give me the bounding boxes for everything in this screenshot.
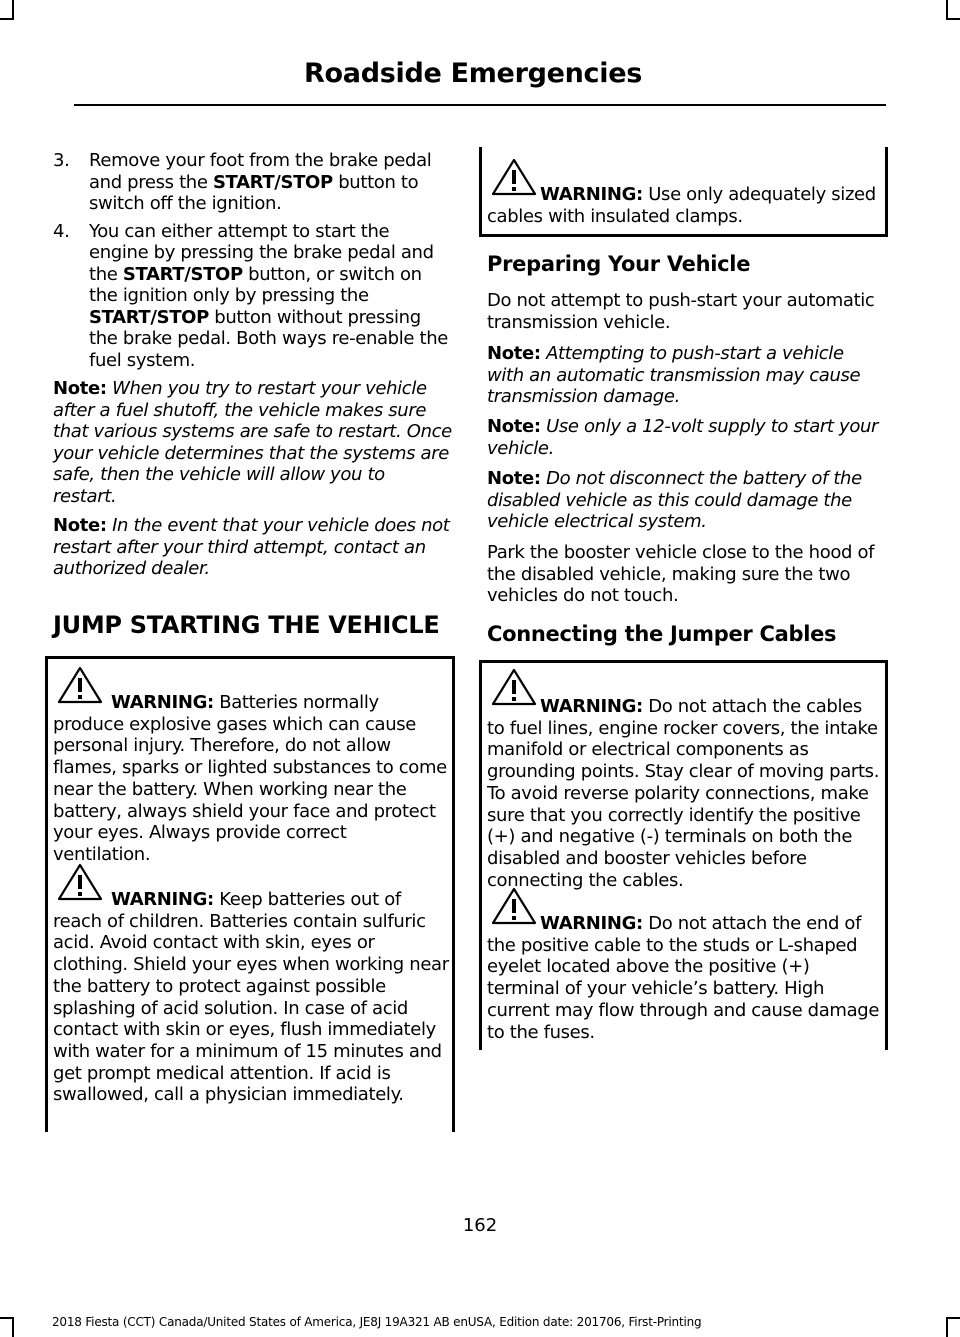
footer-meta: 2018 Fiesta (CCT) Canada/United States of America, JE8J 19A321 AB enUSA, Edition date: 201706, First-Printing: [52, 1315, 702, 1329]
paragraph: Do not attempt to push-start your automatic transmission vehicle.: [487, 290, 875, 333]
warning-positive-cable: WARNING: Do not attach the end of the positive cable to the studs or L-shaped eyelet located above the positive (+) terminal of your vehicle’s battery. High current may flow through and cause damage to the fuses.: [487, 913, 880, 1043]
note-fuel-shutoff: Note: When you try to restart your vehicle after a fuel shutoff, the vehicle makes sure that various systems are safe to restart. Once your vehicle determines that the systems are safe, then the vehicle will allow you to restart.: [53, 378, 452, 507]
crop-mark: [12, 0, 14, 18]
note-transmission: Note: Attempting to push-start a vehicle with an automatic transmission may cause transmission damage.: [487, 343, 861, 407]
note-contact-dealer: Note: In the event that your vehicle does not restart after your third attempt, contact an authorized dealer.: [53, 515, 450, 579]
warning-grounding-points: WARNING: Do not attach the cables to fuel lines, engine rocker covers, the intake manifold or electrical components as grounding points. Stay clear of moving parts. To avoid reverse polarity connections, make sure that you correctly identify the positive (+) and negative (-) terminals on both the disabled and booster vehicles before connecting the cables.: [487, 696, 880, 891]
button-name: START/STOP: [89, 306, 209, 328]
button-name: START/STOP: [122, 263, 243, 285]
warning-cable-size: WARNING: Use only adequately sized cables with insulated clamps.: [487, 184, 876, 227]
crop-mark: [946, 18, 960, 20]
note-12-volt: Note: Use only a 12-volt supply to start your vehicle.: [487, 416, 879, 459]
subsection-heading: Preparing Your Vehicle: [487, 252, 751, 276]
list-item: 4. You can either attempt to start the engine by pressing the brake pedal and the START/STOP button, or switch on the ignition only by pressing the START/STOP button without pressing the brake pedal. Both ways re-enable the fuel system.: [53, 220, 448, 371]
steps-list: [53, 150, 453, 377]
section-heading: JUMP STARTING THE VEHICLE: [53, 611, 440, 639]
subsection-heading: Connecting the Jumper Cables: [487, 622, 837, 646]
page-number: 162: [462, 1215, 498, 1236]
warning-explosive-gases: WARNING: Batteries normally produce explosive gases which can cause personal injury. Therefore, do not allow flames, sparks or lighted substances to come near the battery. When working near the battery, always shield your face and protect your eyes. Always provide correct ventilation.: [53, 692, 447, 865]
list-item: 3. Remove your foot from the brake pedal and press the START/STOP button to switch off the ignition.: [53, 150, 432, 214]
crop-mark: [946, 1317, 960, 1319]
crop-mark: [946, 0, 948, 18]
paragraph: Park the booster vehicle close to the hood of the disabled vehicle, making sure the two vehicles do not touch.: [487, 542, 875, 606]
step-number: 4.: [53, 220, 70, 242]
header-rule: [74, 104, 886, 106]
note-battery: Note: Do not disconnect the battery of the disabled vehicle as this could damage the vehicle electrical system.: [487, 468, 862, 532]
crop-mark: [0, 18, 14, 20]
crop-mark: [946, 1318, 948, 1337]
crop-mark: [0, 1317, 14, 1319]
warning-sulfuric-acid: WARNING: Keep batteries out of reach of children. Batteries contain sulfuric acid. Avoid contact with skin, eyes or clothing. Shield your eyes when working near the battery to protect against possible splashing of acid solution. In case of acid contact with skin or eyes, flush immediately with water for a minimum of 15 minutes and get prompt medical attention. If acid is swallowed, call a physician immediately.: [53, 889, 449, 1106]
page-header-title: Roadside Emergencies: [304, 58, 642, 89]
step-number: 3.: [53, 150, 70, 171]
button-name: START/STOP: [212, 171, 333, 193]
crop-mark: [12, 1318, 14, 1337]
